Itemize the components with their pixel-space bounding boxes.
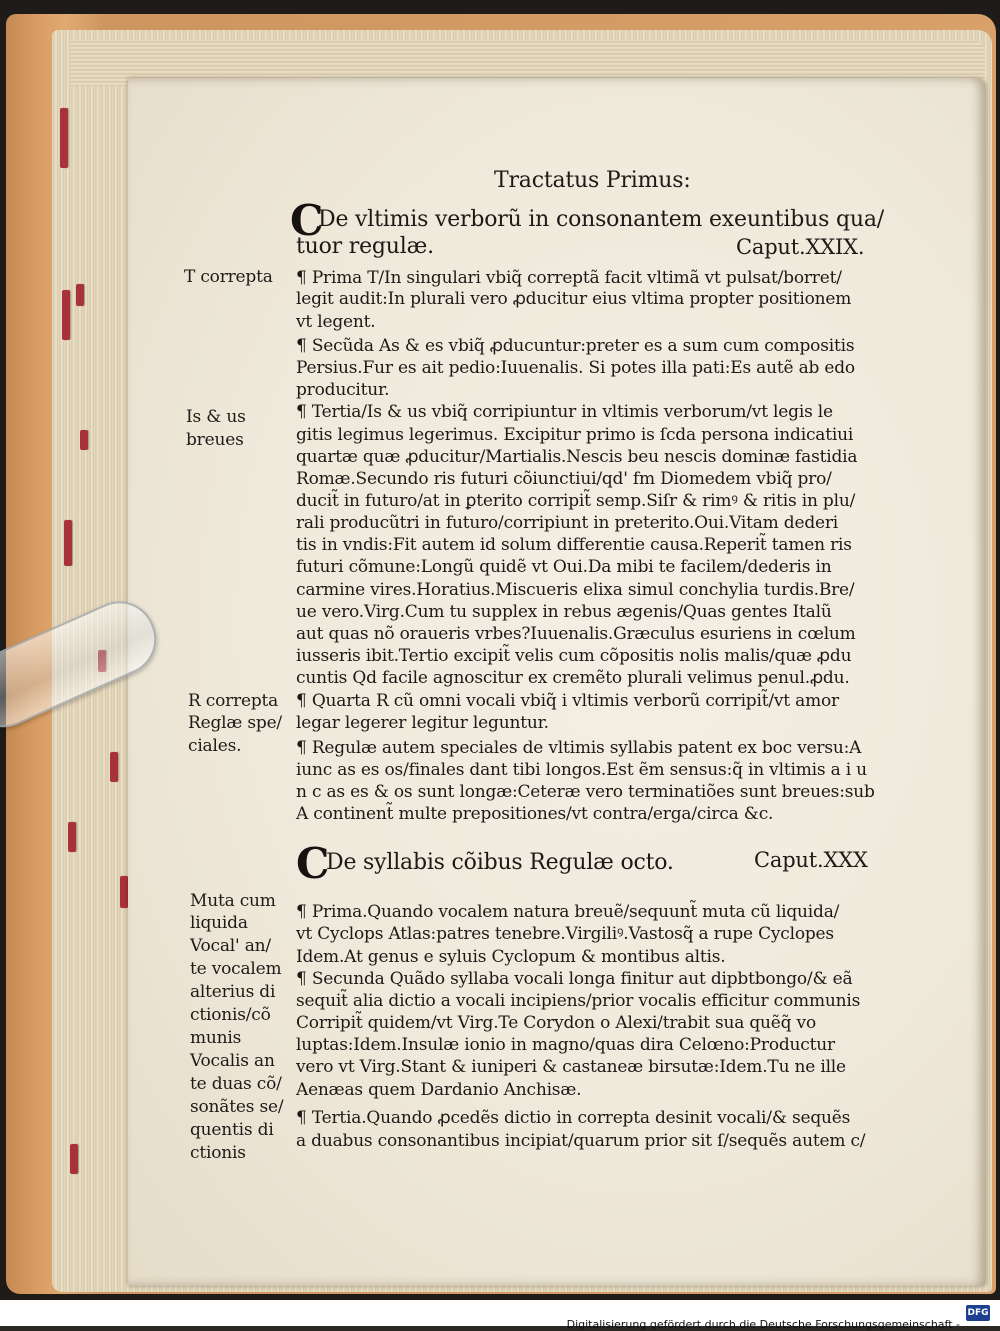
footer-credit: Digitalisierung gefördert durch die Deutsche Forschungsgemeinschaft - bbox=[566, 1318, 960, 1331]
margin-note: Muta cum bbox=[190, 891, 276, 911]
text-line: Corripit̃ quidem/vt Virg.Te Corydon o Alexi/trabit sua quẽq̃ vo bbox=[296, 1013, 816, 1033]
pilcrow-mark: C bbox=[290, 196, 324, 245]
text-line: a duabus consonantibus incipiat/quarum prior sit ſ/sequẽs autem c/ bbox=[296, 1131, 866, 1151]
margin-note: Reglæ spe/ bbox=[188, 713, 282, 733]
text-line: ¶ Secunda Quãdo syllaba vocali longa finitur aut dipbtbongo/& eã bbox=[296, 969, 853, 989]
text-line: legit audit:In plurali vero ꝓducitur eius vltima propter positionem bbox=[296, 289, 852, 309]
bookmark-tab bbox=[64, 520, 72, 566]
text-line: producitur. bbox=[296, 380, 390, 400]
text-line: vt legent. bbox=[296, 312, 376, 332]
margin-note: T correpta bbox=[184, 267, 273, 287]
bookmark-tab bbox=[120, 876, 128, 908]
margin-note: sonãtes se/ bbox=[190, 1097, 284, 1117]
text-line: Idem.At genus e syluis Cyclopum & montibus altis. bbox=[296, 947, 726, 967]
text-line: vero vt Virg.Stant & iuniperi & castaneæ birsutæ:Idem.Tu ne ille bbox=[296, 1057, 846, 1077]
text-line: quartæ quæ ꝓducitur/Martialis.Nescis beu nescis dominæ fastidia bbox=[296, 447, 858, 467]
margin-note: te vocalem bbox=[190, 959, 282, 979]
text-line: sequit̃ alia dictio a vocali incipiens/prior vocalis efficitur communis bbox=[296, 991, 861, 1011]
text-line: carmine vires.Horatius.Miscueris elixa simul conchylia turdis.Bre/ bbox=[296, 580, 855, 600]
text-line: ducit̃ in futuro/at in ꝑterito corripit̃ semp.Siſr & rimꝰ & ritis in plu/ bbox=[296, 491, 856, 511]
text-line: iusseris ibit.Tertio excipit̃ velis cum cõpositis nolis malis/quæ ꝓdu bbox=[296, 646, 852, 666]
chapter-number: Caput.XXX bbox=[754, 848, 868, 872]
text-line: legar legerer legitur leguntur. bbox=[296, 713, 549, 733]
text-line: ¶ Quarta R cũ omni vocali vbiq̃ i vltimis verborũ corripit̃/vt amor bbox=[296, 691, 839, 711]
section-title: tuor regulæ. bbox=[296, 234, 434, 259]
margin-note: Vocalis an bbox=[190, 1051, 275, 1071]
text-line: Aenæas quem Dardanio Anchisæ. bbox=[296, 1080, 582, 1100]
text-line: aut quas nõ oraueris vrbes?Iuuenalis.Græculus esuriens in cœlum bbox=[296, 624, 856, 644]
margin-note: Is & us bbox=[186, 407, 246, 427]
text-line: Romæ.Secundo ris futuri cõiunctiui/qd' fm Diomedem vbiq̃ pro/ bbox=[296, 469, 832, 489]
section-title: De vltimis verborũ in consonantem exeuntibus qua/ bbox=[318, 207, 884, 232]
text-line: A continent̃ multe prepositiones/vt contra/erga/circa &c. bbox=[296, 804, 774, 824]
text-line: rali producũtri in futuro/corripiunt in preterito.Oui.Vitam dederi bbox=[296, 513, 839, 533]
text-line: cuntis Qd facile agnoscitur ex cremẽto plurali velimus penul.ꝓdu. bbox=[296, 668, 850, 688]
bookmark-tab bbox=[62, 290, 70, 340]
dfg-logo-icon: DFG bbox=[966, 1305, 990, 1321]
section-title: De syllabis cõibus Regulæ octo. bbox=[326, 850, 674, 875]
bookmark-tab bbox=[110, 752, 118, 782]
margin-note: ctionis/cõ bbox=[190, 1005, 271, 1025]
margin-note: Vocal' an/ bbox=[190, 936, 271, 956]
text-line: ue vero.Virg.Cum tu supplex in rebus ægenis/Quas gentes Italũ bbox=[296, 602, 832, 622]
text-line: ¶ Tertia/Is & us vbiq̃ corripiuntur in vltimis verborum/vt legis le bbox=[296, 402, 833, 422]
bookmark-tab bbox=[80, 430, 88, 450]
text-line: Persius.Fur es ait pedio:Iuuenalis. Si potes illa pati:Es autẽ ab edo bbox=[296, 358, 855, 378]
text-line: ¶ Prima T/In singulari vbiq̃ correptã facit vltimã vt pulsat/borret/ bbox=[296, 268, 842, 288]
text-line: ¶ Prima.Quando vocalem natura breuẽ/sequunt̃ muta cũ liquida/ bbox=[296, 902, 840, 922]
margin-note: ctionis bbox=[190, 1143, 246, 1163]
text-line: ¶ Secũda As & es vbiq̃ ꝓducuntur:preter es a sum cum compositis bbox=[296, 336, 855, 356]
margin-note: liquida bbox=[190, 913, 248, 933]
text-line: gitis legimus legerimus. Excipitur primo is ſcda persona indicatiui bbox=[296, 425, 854, 445]
text-line: luptas:Idem.Insulæ ionio in magno/quas dira Celœno:Productur bbox=[296, 1035, 835, 1055]
text-line: ¶ Regulæ autem speciales de vltimis syllabis patent ex boc versu:A bbox=[296, 738, 862, 758]
bookmark-tab bbox=[70, 1144, 78, 1174]
margin-note: alterius di bbox=[190, 982, 276, 1002]
bookmark-tab bbox=[76, 284, 84, 306]
text-line: futuri cõmune:Longũ quidẽ vt Oui.Da mibi te facilem/dederis in bbox=[296, 557, 832, 577]
margin-note: quentis di bbox=[190, 1120, 274, 1140]
text-line: tis in vndis:Fit autem id solum differentie causa.Reperit̃ tamen ris bbox=[296, 535, 852, 555]
margin-note: te duas cõ/ bbox=[190, 1074, 282, 1094]
margin-note: R correpta bbox=[188, 691, 279, 711]
pilcrow-mark: C bbox=[296, 839, 330, 888]
text-line: vt Cyclops Atlas:patres tenebre.Virgiliꝰ.Vastosq̃ a rupe Cyclopes bbox=[296, 924, 834, 944]
margin-note: munis bbox=[190, 1028, 242, 1048]
text-line: ¶ Tertia.Quando ꝓcedẽs dictio in correpta desinit vocali/& sequẽs bbox=[296, 1108, 851, 1128]
margin-note: breues bbox=[186, 430, 244, 450]
running-head: Tractatus Primus: bbox=[494, 168, 691, 193]
chapter-number: Caput.XXIX. bbox=[736, 235, 865, 259]
bookmark-tab bbox=[68, 822, 76, 852]
text-line: iunc as es os/finales dant tibi longos.Est ẽm sensus:q̃ in vltimis a i u bbox=[296, 760, 867, 780]
bookmark-tab bbox=[60, 108, 68, 168]
margin-note: ciales. bbox=[188, 736, 242, 756]
text-line: n c as es & os sunt longæ:Ceteræ vero terminatiões sunt breues:sub bbox=[296, 782, 875, 802]
